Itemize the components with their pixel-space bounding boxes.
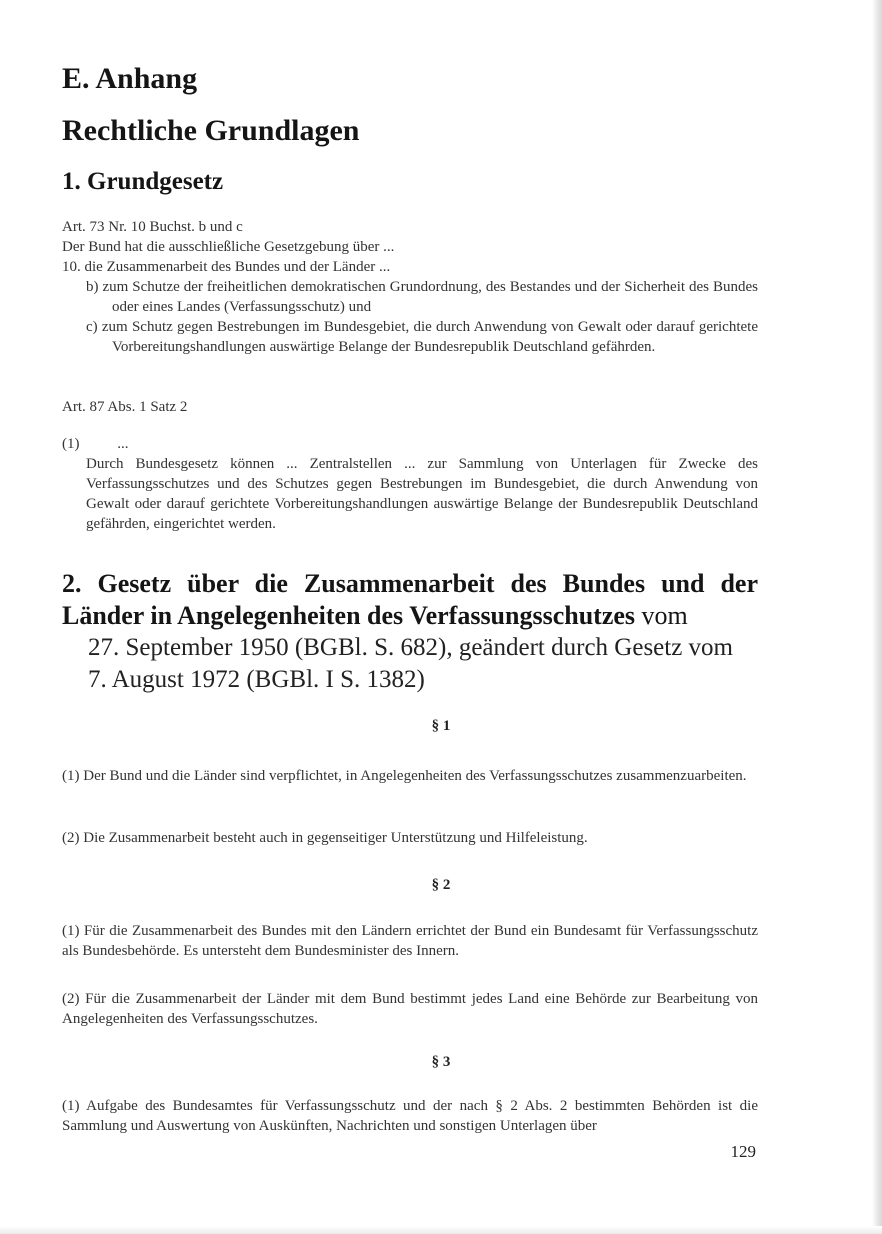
section2-title-bold: 2. Gesetz über die Zusammenarbeit des Bundes und der Länder in Angelegenheiten des Verfassungsschutzes bbox=[62, 569, 758, 630]
p2-abs1-text: (1) Für die Zusammenarbeit des Bundes mit den Ländern errichtet der Bund ein Bundesamt für Verfassungsschutz als Bundesbehörde. Es untersteht dem Bundesminister des Innern. bbox=[62, 923, 758, 959]
p1-abs1-text: (1) Der Bund und die Länder sind verpflichtet, in Angelegenheiten des Verfassungsschutzes zusammenzuarbeiten. bbox=[62, 768, 747, 784]
art87-paragraph: Durch Bundesgesetz können ... Zentralstellen ... zur Sammlung von Unterlagen für Zwecke des Verfassungsschutzes und des Schutzes gegen Bestrebungen im Bundesgebiet, die durch Anwendung von Gewalt oder darauf gerichtete Vorbereitungshandlungen auswärtige Belange der Bundesrepublik Deutschland gefährden, eingerichtet werden. bbox=[86, 456, 758, 532]
art87-ellipsis: ... bbox=[117, 436, 129, 452]
art87-para-marker: (1) bbox=[62, 436, 80, 452]
art73-line2: 10. die Zusammenarbeit des Bundes und der Länder ... bbox=[62, 259, 391, 275]
section2-title bbox=[62, 568, 758, 632]
section2-title-vom: vom bbox=[635, 601, 688, 630]
paragraph-3-sign: § 3 bbox=[431, 1054, 451, 1070]
paragraph-1-sign: § 1 bbox=[431, 718, 451, 734]
p3-abs1 bbox=[62, 1096, 758, 1136]
legal-basis-heading: Rechtliche Grundlagen bbox=[62, 114, 360, 147]
section2-date-line2: 7. August 1972 (BGBl. I S. 1382) bbox=[88, 666, 425, 693]
art87-text bbox=[86, 454, 758, 534]
page-number: 129 bbox=[730, 1142, 756, 1161]
p1-abs2 bbox=[62, 828, 758, 848]
art87-title: Art. 87 Abs. 1 Satz 2 bbox=[62, 399, 188, 415]
p2-abs2 bbox=[62, 989, 758, 1029]
p3-abs1-text: (1) Aufgabe des Bundesamtes für Verfassungsschutz und der nach § 2 Abs. 2 bestimmten Behörden ist die Sammlung und Auswertung von Auskünften, Nachrichten und sonstigen Unterlagen über bbox=[62, 1098, 758, 1134]
p2-abs1 bbox=[62, 921, 758, 961]
art73-line1: Der Bund hat die ausschließliche Gesetzgebung über ... bbox=[62, 239, 395, 255]
page-edge-right bbox=[872, 0, 882, 1234]
art73-item-c: c) zum Schutz gegen Bestrebungen im Bundesgebiet, die durch Anwendung von Gewalt oder darauf gerichtete Vorbereitungshandlungen auswärtige Belange der Bundesrepublik Deutschland gefährden. bbox=[86, 319, 758, 355]
art87-title-block bbox=[62, 397, 758, 417]
p1-abs1 bbox=[62, 766, 758, 786]
art87-para-row bbox=[62, 434, 758, 454]
p1-abs2-text: (2) Die Zusammenarbeit besteht auch in gegenseitiger Unterstützung und Hilfeleistung. bbox=[62, 830, 588, 846]
section2-date-line1: 27. September 1950 (BGBl. S. 682), geändert durch Gesetz vom bbox=[88, 634, 734, 661]
appendix-heading: E. Anhang bbox=[62, 62, 198, 95]
grundgesetz-heading: 1. Grundgesetz bbox=[62, 168, 224, 195]
section2-heading bbox=[62, 568, 758, 696]
page-edge-bottom bbox=[0, 1226, 882, 1234]
art73-title: Art. 73 Nr. 10 Buchst. b und c bbox=[62, 219, 243, 235]
p2-abs2-text: (2) Für die Zusammenarbeit der Länder mit dem Bund bestimmt jedes Land eine Behörde zur Bearbeitung von Angelegenheiten des Verfassungsschutzes. bbox=[62, 991, 758, 1027]
art73-block bbox=[62, 217, 758, 357]
art73-item-b: b) zum Schutze der freiheitlichen demokratischen Grundordnung, des Bestandes und der Sicherheit des Bundes oder eines Landes (Verfassungsschutz) und bbox=[86, 279, 758, 315]
paragraph-2-sign: § 2 bbox=[431, 877, 451, 893]
